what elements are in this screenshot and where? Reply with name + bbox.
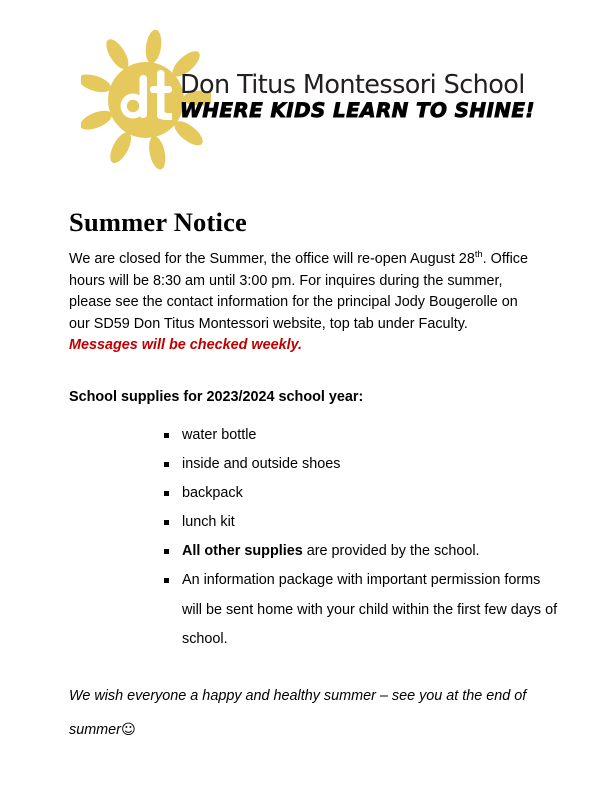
closing-text: We wish everyone a happy and healthy summer – see you at the end of summer (69, 688, 527, 739)
square-bullet-icon (164, 549, 169, 554)
square-bullet-icon (164, 491, 169, 496)
smiley-face-icon: ☺ (120, 722, 136, 739)
list-item-label: lunch kit (182, 514, 235, 530)
square-bullet-icon (164, 433, 169, 438)
school-name: Don Titus Montessori School (180, 70, 525, 100)
list-item (161, 421, 561, 450)
logo-wordmark (180, 70, 535, 122)
intro-line-2: . Office hours will be 8:30 am until 3:00 pm. For inquires during the summer, please see the contact information for the principal Jody Bougerolle on our SD59 Don Titus Montessori website, top tab under Faculty. (69, 251, 528, 332)
page-title: Summer Notice (69, 206, 247, 237)
list-item (161, 566, 561, 655)
weekly-check-note: Messages will be checked weekly. (69, 337, 303, 354)
ordinal-suffix: th (474, 248, 483, 260)
intro-paragraph (69, 249, 535, 356)
square-bullet-icon (164, 578, 169, 583)
list-item-label: backpack (182, 485, 243, 501)
square-bullet-icon (164, 462, 169, 467)
school-tagline: WHERE KIDS LEARN TO SHINE! (180, 98, 535, 122)
supplies-heading: School supplies for 2023/2024 school year: (69, 388, 364, 405)
list-item (161, 479, 561, 508)
closing-message (69, 679, 547, 747)
square-bullet-icon (164, 520, 169, 525)
list-item-label: are provided by the school. (302, 543, 480, 559)
list-item-label: inside and outside shoes (182, 456, 341, 472)
intro-line-1: We are closed for the Summer, the office will re-open August 28 (69, 251, 475, 268)
list-item-label: water bottle (182, 427, 257, 443)
school-logo (75, 28, 535, 173)
list-item (161, 508, 561, 537)
list-item (161, 450, 561, 479)
list-item (161, 537, 561, 566)
list-item-emphasis: All other supplies (182, 543, 303, 559)
supplies-list (161, 421, 561, 655)
list-item-label: An information package with important permission forms will be sent home with your child within the first few days of school. (182, 572, 558, 647)
